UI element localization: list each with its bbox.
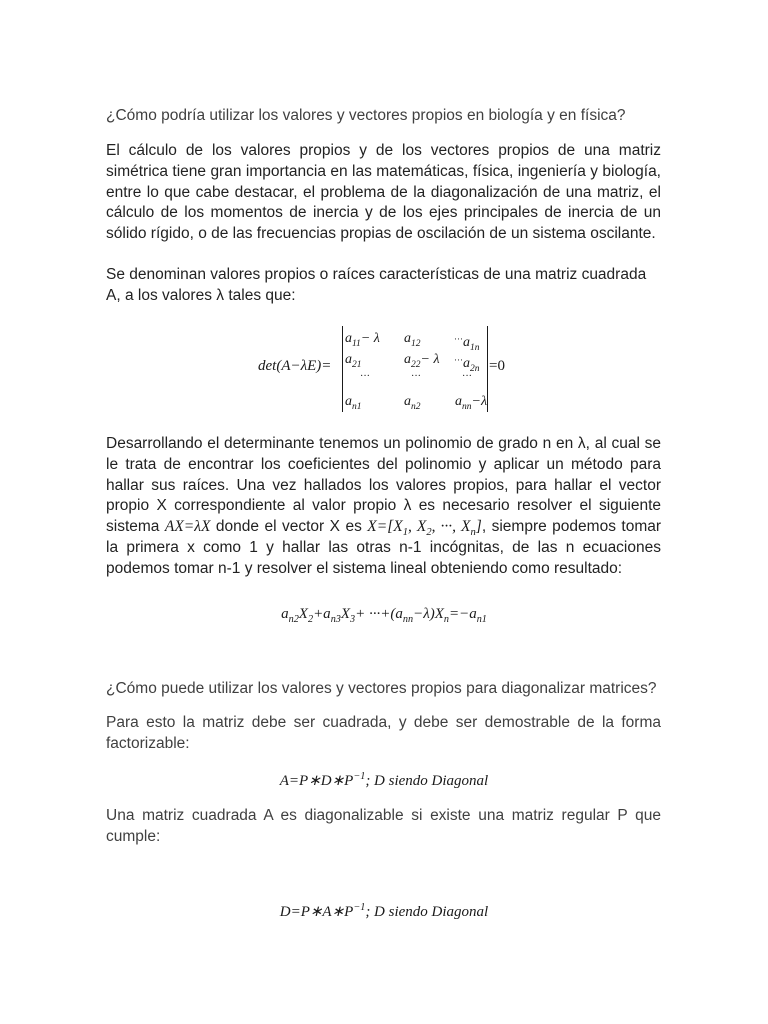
- question-heading-2: ¿Cómo puede utilizar los valores y vectores propios para diagonalizar matrices?: [106, 680, 657, 697]
- system-term-subscript: n2: [288, 614, 299, 625]
- diagonal-equation: [0, 902, 768, 921]
- matrix-row-ellipsis: ···: [454, 334, 463, 344]
- matrix-entry-a21: [345, 352, 362, 370]
- matrix-entry-a11: [345, 331, 380, 349]
- paragraph-eigenvector-text-before: Desarrollando el determinante tenemos un polinomio de grado n en λ, al cual se le trata de encontrar los coeficientes del polinomio y aplicar un método para hallar sus raíces. Una vez hallados los valores propios, para hallar el vector propio X correspondiente al valor propio λ es necesario resolver el siguiente sistema: [106, 435, 661, 536]
- system-term-subscript: 3: [350, 614, 356, 625]
- matrix-vertical-ellipsis: ···: [360, 371, 370, 382]
- inline-equation-ax-lambda-x: AX=λX: [164, 518, 211, 536]
- vector-x-sub-n: n: [470, 527, 476, 539]
- paragraph-eigenvector-text-after: , siempre podemos tomar la primera x como 1 y hallar las otras n-1 incógnitas, de las n ecuaciones podemos tomar n-1 y resolver el sistema lineal obteniendo como resultado:: [106, 518, 662, 577]
- paragraph-diagonalization-form: Para esto la matriz debe ser cuadrada, y debe ser demostrable de la forma factorizable:: [106, 714, 661, 752]
- paragraph-diagonalizable-condition: Una matriz cuadrada A es diagonalizable si existe una matriz regular P que cumple:: [106, 807, 661, 845]
- matrix-entry-subscript: 12: [411, 338, 421, 349]
- paragraph-intro: El cálculo de los valores propios y de los vectores propios de una matriz simétrica tiene gran importancia en las matemáticas, física, ingeniería y biología, entre lo que cabe destacar, el problema de la diagonalización de una matriz, el cálculo de los momentos de inercia y de los ejes principales de inercia de un sólido rígido, o de las frecuencias propias de oscilación de un sistema oscilante.: [106, 142, 661, 243]
- system-term-subscript: n: [443, 614, 449, 625]
- matrix-entry-base: a: [345, 394, 352, 409]
- determinant-rhs: =0: [489, 358, 505, 374]
- paragraph-eigenvector-text-middle: donde el vector X es: [215, 518, 362, 536]
- matrix-entry-subscript: 21: [352, 359, 362, 370]
- matrix-entry-base: a: [345, 352, 352, 367]
- matrix-entry-base: a: [404, 394, 411, 409]
- matrix-entry-base: a: [455, 394, 462, 409]
- matrix-entry-an1: [345, 394, 362, 412]
- matrix-entry-subscript: n1: [352, 401, 362, 412]
- matrix-entry-subscript: 22: [411, 359, 421, 370]
- matrix-row-ellipsis: ···: [454, 355, 463, 365]
- matrix-entry-subscript: nn: [462, 401, 472, 412]
- matrix-entry-minus-lambda: − λ: [420, 352, 440, 367]
- system-term: X: [340, 606, 351, 622]
- diagonal-right: ; D siendo Diagonal: [365, 904, 489, 920]
- question-heading-1: ¿Cómo podría utilizar los valores y vectores propios en biología y en física?: [106, 107, 626, 124]
- matrix-entry-a1n: [454, 332, 480, 353]
- system-term-subscript: n1: [476, 614, 487, 625]
- matrix-vertical-ellipsis: ···: [411, 371, 421, 382]
- paragraph-eigenvalue-definition: Se denominan valores propios o raíces características de una matriz cuadrada A, a los valores λ tales que:: [106, 266, 647, 304]
- matrix-entry-base: a: [404, 352, 411, 367]
- matrix-entry-base: a: [404, 331, 411, 346]
- matrix-vertical-ellipsis: ···: [462, 371, 472, 382]
- determinant-right-bar: [487, 326, 488, 412]
- vector-x-close: ]: [475, 518, 482, 536]
- system-term: −λ)X: [413, 606, 444, 622]
- paragraph-eigenvector-system: [106, 434, 661, 580]
- determinant-left-bar: [342, 326, 343, 412]
- system-term: a: [281, 606, 289, 622]
- matrix-entry-minus-lambda: − λ: [360, 331, 380, 346]
- matrix-entry-subscript: 11: [352, 338, 361, 349]
- vector-x-sub-1: 1: [402, 527, 408, 539]
- system-term: X: [298, 606, 308, 622]
- system-term-subscript: 2: [307, 614, 314, 625]
- diagonal-sup: −1: [353, 902, 366, 913]
- system-term: =−a: [448, 606, 477, 622]
- matrix-entry-subscript: 1n: [470, 342, 480, 353]
- matrix-entry-subscript: n2: [411, 401, 421, 412]
- matrix-entry-minus-lambda: −λ: [471, 394, 488, 409]
- factorization-right: ; D siendo Diagonal: [365, 773, 489, 789]
- matrix-entry-base: a: [345, 331, 352, 346]
- matrix-entry-a22: [404, 352, 440, 370]
- determinant-lhs: det(A−λE)=: [258, 358, 332, 374]
- system-term: +a: [313, 606, 331, 622]
- vector-x-lead: X=[X: [367, 518, 403, 536]
- system-term-subscript: n3: [330, 614, 341, 625]
- matrix-entry-a12: [404, 331, 421, 349]
- vector-x-dots: , ···, X: [431, 518, 471, 536]
- diagonal-left: D=P∗A∗P: [279, 904, 354, 920]
- matrix-entry-base: a: [463, 356, 470, 371]
- factorization-sup: −1: [353, 771, 366, 782]
- matrix-entry-ann: [455, 394, 488, 412]
- system-term: + ···+(a: [355, 606, 403, 622]
- system-term-subscript: nn: [402, 614, 414, 625]
- inline-equation-vector-x: [367, 518, 482, 539]
- vector-x-mid: , X: [408, 518, 427, 536]
- matrix-entry-an2: [404, 394, 421, 412]
- matrix-entry-a2n: [454, 353, 480, 374]
- linear-system-equation: [0, 606, 768, 623]
- vector-x-sub-2: 2: [426, 527, 432, 539]
- factorization-equation: [0, 771, 768, 790]
- matrix-entry-subscript: 2n: [470, 363, 480, 374]
- factorization-left: A=P∗D∗P: [279, 773, 354, 789]
- matrix-entry-base: a: [463, 335, 470, 350]
